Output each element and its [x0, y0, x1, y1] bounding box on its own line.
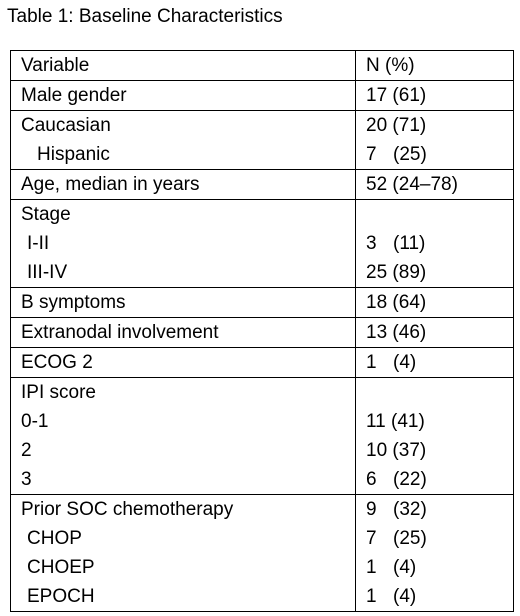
table-row — [11, 495, 514, 612]
count-value: 18 — [366, 292, 388, 313]
variable-label: IPI score — [21, 382, 96, 403]
table-body — [11, 51, 514, 612]
percent-value: (61) — [392, 85, 427, 106]
value-line — [366, 81, 513, 110]
percent-value: (41) — [391, 411, 425, 432]
count-value: 1 — [366, 557, 377, 578]
header-value: N (%) — [366, 55, 415, 76]
table-row — [11, 318, 514, 348]
variable-cell — [11, 288, 356, 318]
variable-label: ECOG 2 — [21, 352, 93, 373]
table-caption: Table 1: Baseline Characteristics — [7, 6, 283, 27]
variable-label: 0-1 — [21, 411, 49, 432]
table-row — [11, 81, 514, 111]
value-line — [366, 111, 513, 140]
value-line — [366, 140, 513, 169]
value-line — [366, 553, 513, 582]
percent-value: (22) — [393, 469, 427, 490]
value-line — [366, 318, 513, 347]
value-line — [366, 582, 513, 611]
value-line — [366, 348, 513, 377]
variable-cell — [11, 170, 356, 200]
count-value: 9 — [366, 499, 377, 520]
variable-label: Caucasian — [21, 115, 111, 136]
variable-label: Hispanic — [37, 144, 110, 165]
count-value: 11 — [366, 411, 386, 432]
value-line — [366, 258, 513, 287]
value-line — [366, 524, 513, 553]
percent-value: (11) — [393, 233, 426, 254]
table-row — [11, 111, 514, 170]
percent-value: (4) — [393, 557, 417, 578]
percent-value: (32) — [393, 499, 427, 520]
count-value: 20 — [366, 115, 388, 136]
variable-label: Prior SOC chemotherapy — [21, 499, 234, 520]
value-cell — [356, 348, 514, 378]
value-cell — [356, 318, 514, 348]
baseline-characteristics-table — [10, 50, 514, 612]
table-row — [11, 288, 514, 318]
value-line — [366, 378, 513, 407]
value-cell — [356, 378, 514, 495]
percent-value: (4) — [393, 586, 417, 607]
percent-value: (24–78) — [392, 174, 458, 195]
count-value: 6 — [366, 469, 377, 490]
header-value-cell — [356, 51, 514, 81]
value-line — [366, 200, 513, 229]
variable-label: 3 — [21, 469, 32, 490]
value-cell — [356, 495, 514, 612]
percent-value: (25) — [393, 144, 427, 165]
count-value: 7 — [366, 144, 377, 165]
value-line — [366, 229, 513, 258]
value-cell — [356, 288, 514, 318]
value-cell — [356, 170, 514, 200]
count-value: 1 — [366, 352, 377, 373]
variable-cell — [11, 318, 356, 348]
value-cell — [356, 200, 514, 288]
variable-cell — [11, 81, 356, 111]
variable-label: I-II — [27, 233, 50, 254]
count-value: 17 — [366, 85, 388, 106]
count-value: 13 — [366, 322, 388, 343]
percent-value: (4) — [393, 352, 417, 373]
value-line — [366, 407, 513, 436]
variable-label: CHOEP — [27, 557, 95, 578]
variable-cell — [11, 200, 356, 288]
value-line — [366, 288, 513, 317]
variable-label: 2 — [21, 440, 32, 461]
variable-label: Extranodal involvement — [21, 322, 219, 343]
variable-label: Age, median in years — [21, 174, 200, 195]
count-value: 3 — [366, 233, 377, 254]
table-row — [11, 200, 514, 288]
count-value: 1 — [366, 586, 377, 607]
percent-value: (71) — [392, 115, 427, 136]
percent-value: (37) — [392, 440, 427, 461]
table-row — [11, 170, 514, 200]
value-cell — [356, 81, 514, 111]
variable-label: Male gender — [21, 85, 127, 106]
variable-label: CHOP — [27, 528, 82, 549]
percent-value: (64) — [392, 292, 427, 313]
count-value: 7 — [366, 528, 377, 549]
percent-value: (89) — [392, 262, 427, 283]
count-value: 25 — [366, 262, 388, 283]
variable-label: Stage — [21, 204, 71, 225]
value-line — [366, 465, 513, 494]
count-value: 52 — [366, 174, 388, 195]
variable-cell — [11, 495, 356, 612]
value-line — [366, 436, 513, 465]
table-row — [11, 348, 514, 378]
variable-cell — [11, 378, 356, 495]
value-line — [366, 170, 513, 199]
table-header-row — [11, 51, 514, 81]
variable-label: EPOCH — [27, 586, 95, 607]
percent-value: (25) — [393, 528, 427, 549]
table-row — [11, 378, 514, 495]
count-value: 10 — [366, 440, 388, 461]
variable-label: III-IV — [27, 262, 68, 283]
variable-cell — [11, 348, 356, 378]
value-cell — [356, 111, 514, 170]
value-line — [366, 495, 513, 524]
percent-value: (46) — [392, 322, 427, 343]
header-variable: Variable — [21, 55, 90, 76]
variable-label: B symptoms — [21, 292, 126, 313]
header-variable-cell — [11, 51, 356, 81]
variable-cell — [11, 111, 356, 170]
